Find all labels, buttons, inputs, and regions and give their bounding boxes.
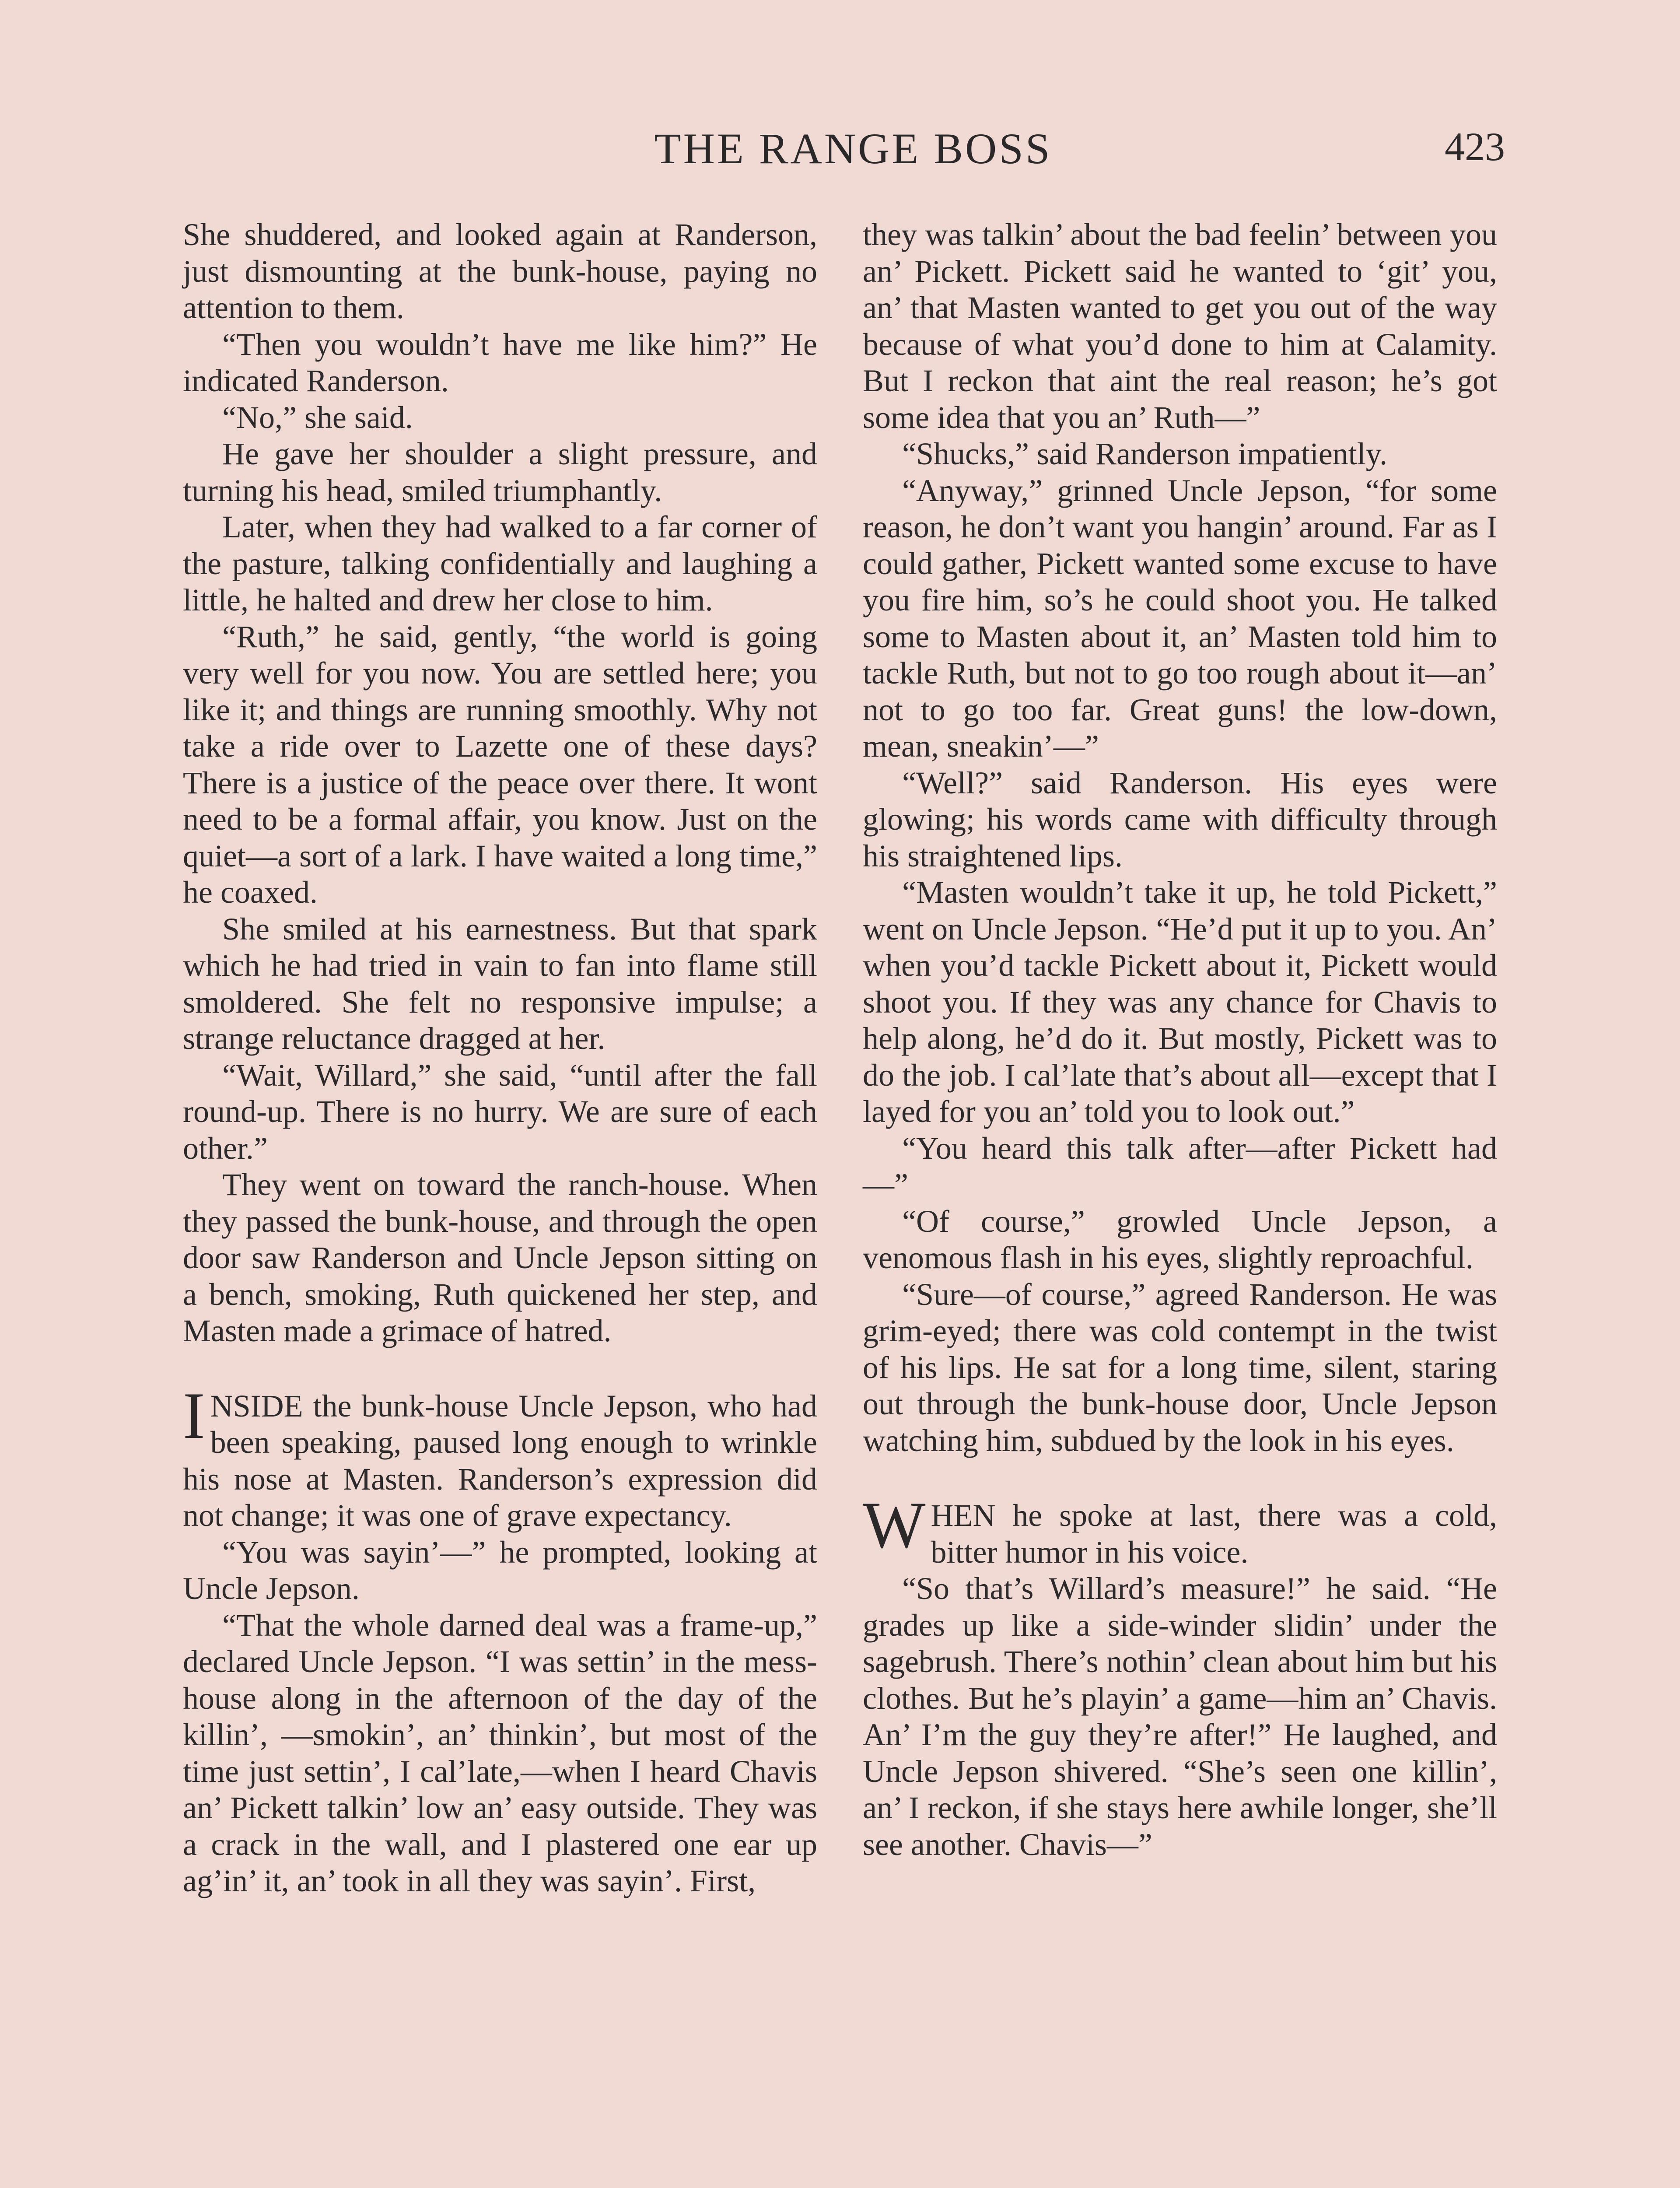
- paragraph: He gave her shoulder a slight pressure, and turning his head, smiled triumphantly.: [183, 436, 817, 508]
- paragraph: They went on toward the ranch-house. When they passed the bunk-house, and through the open door saw Randerson and Uncle Jepson sitting on a bench, smoking, Ruth quickened her step, and Masten made a grimace of hatred.: [183, 1167, 817, 1348]
- paragraph: She shuddered, and looked again at Randerson, just dismounting at the bunk-house, paying no attention to them.: [183, 217, 817, 325]
- paragraph: “So that’s Willard’s measure!” he said. “He grades up like a side-winder slidin’ under the sagebrush. There’s nothin’ clean about him but his clothes. But he’s playin’ a game—him an’ Chavis. An’ I’m the guy they’re after!” He laughed, and Uncle Jepson shivered. “She’s seen one killin’, an’ I reckon, if she stays here awhile longer, she’ll see another. Chavis—”: [863, 1571, 1497, 1862]
- paragraph: “Then you wouldn’t have me like him?” He indicated Randerson.: [183, 326, 817, 398]
- paragraph: She smiled at his earnestness. But that spark which he had tried in vain to fan into flame still smoldered. She felt no responsive impulse; a strange reluctance dragged at her.: [183, 911, 817, 1056]
- section-start-paragraph: [863, 1488, 1497, 1571]
- paragraph: “Sure—of course,” agreed Randerson. He was grim-eyed; there was cold contempt in the twist of his lips. He sat for a long time, silent, staring out through the bunk-house door, Uncle Jepson watching him, subdued by the look in his eyes.: [863, 1276, 1497, 1458]
- paragraph: they was talkin’ about the bad feelin’ between you an’ Pickett. Pickett said he wanted to ‘git’ you, an’ that Masten wanted to get you out of the way because of what you’d done to him at Calamity. But I reckon that aint the real reason; he’s got some idea that you an’ Ruth—”: [863, 217, 1497, 435]
- paragraph: “Wait, Willard,” she said, “until after the fall round-up. There is no hurry. We are sure of each other.”: [183, 1057, 817, 1166]
- paragraph: “No,” she said.: [222, 400, 413, 435]
- page-number: 423: [1445, 124, 1505, 169]
- paragraph: “Masten wouldn’t take it up, he told Pickett,” went on Uncle Jepson. “He’d put it up to you. An’ when you’d tackle Pickett about it, Pickett would shoot you. If they was any chance for Chavis to help along, he’d do it. But mostly, Pickett was to do the job. I cal’late that’s about all—except that I layed for you an’ told you to look out.”: [863, 875, 1497, 1129]
- left-column: [183, 217, 817, 1900]
- paragraph: “That the whole darned deal was a frame-up,” declared Uncle Jepson. “I was settin’ in the mess-house along in the afternoon of the day of the killin’, —smokin’, an’ thinkin’, but most of the time just settin’, I cal’late,—when I heard Chavis an’ Pickett talkin’ low an’ easy outside. They was a crack in the wall, and I plastered one ear up ag’in’ it, an’ took in all they was sayin’. First,: [183, 1607, 817, 1898]
- section-start-paragraph: [183, 1378, 817, 1534]
- paragraph: “You was sayin’—” he prompted, looking at Uncle Jepson.: [183, 1534, 817, 1606]
- paragraph: “Shucks,” said Randerson impatiently.: [902, 436, 1388, 471]
- running-title: THE RANGE BOSS: [654, 124, 1052, 173]
- paragraph: “Well?” said Randerson. His eyes were glowing; his words came with difficulty through his straightened lips.: [863, 765, 1497, 873]
- paragraph-text: HEN he spoke at last, there was a cold, bitter humor in his voice.: [931, 1498, 1497, 1570]
- drop-cap: W: [863, 1488, 926, 1562]
- paragraph: “Anyway,” grinned Uncle Jepson, “for some reason, he don’t want you hangin’ around. Far as I could gather, Pickett wanted some excuse to have you fire him, so’s he could shoot you. He talked some to Masten about it, an’ Masten told him to tackle Ruth, but not to go too rough about it—an’ not to go too far. Great guns! the low-down, mean, sneakin’—”: [863, 473, 1497, 764]
- drop-cap: I: [183, 1378, 205, 1452]
- paragraph: “Of course,” growled Uncle Jepson, a venomous flash in his eyes, slightly reproachful.: [863, 1203, 1497, 1275]
- right-column: [863, 217, 1497, 1863]
- paragraph: “Ruth,” he said, gently, “the world is going very well for you now. You are settled here; you like it; and things are running smoothly. Why not take a ride over to Lazette one of these days? There is a justice of the peace over there. It wont need to be a formal affair, you know. Just on the quiet—a sort of a lark. I have waited a long time,” he coaxed.: [183, 619, 817, 910]
- paragraph-text: NSIDE the bunk-house Uncle Jepson, who had been speaking, paused long enough to wrinkle his nose at Masten. Randerson’s expression did not change; it was one of grave expectancy.: [183, 1388, 817, 1533]
- paragraph: “You heard this talk after—after Pickett had—”: [863, 1130, 1497, 1202]
- paragraph: Later, when they had walked to a far corner of the pasture, talking confidentially and laughing a little, he halted and drew her close to him.: [183, 509, 817, 617]
